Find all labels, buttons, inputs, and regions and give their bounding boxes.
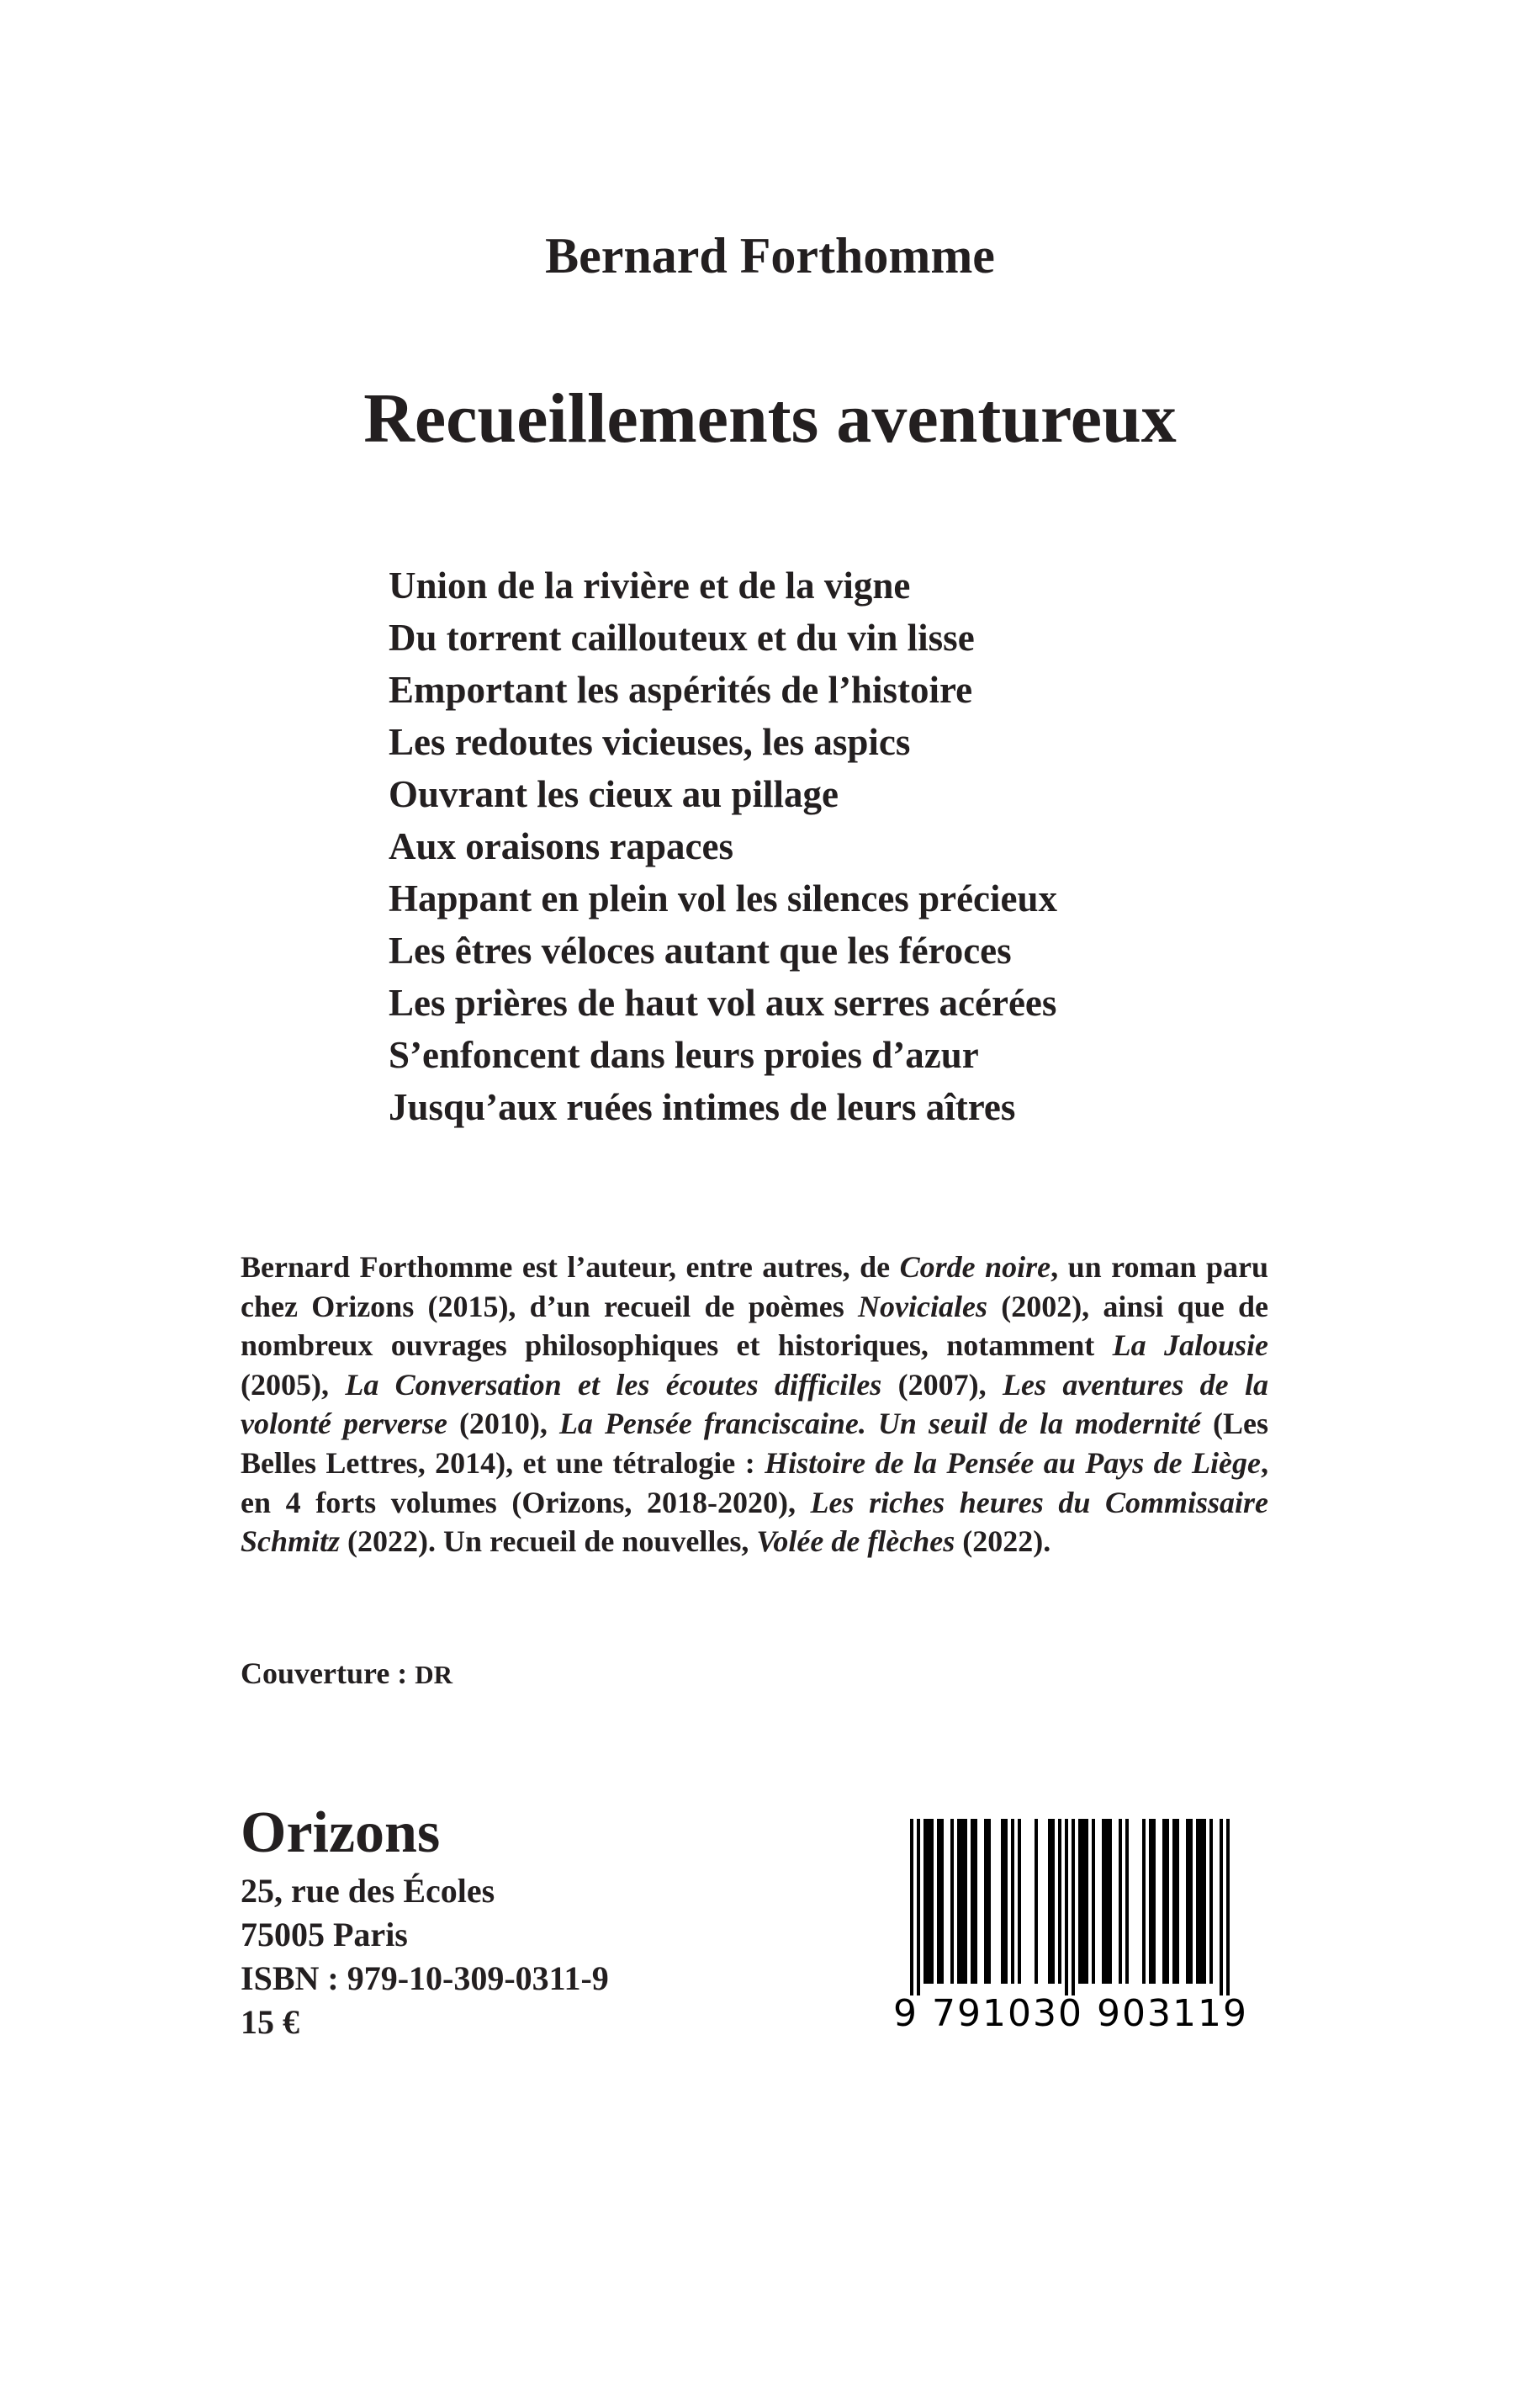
bio-segment: (2022). Un recueil de nouvelles,	[340, 1524, 757, 1559]
bio-book-title: Les aventures de la volonté perverse	[241, 1367, 1268, 1441]
barcode-bar	[1172, 1819, 1176, 1984]
publisher-details	[241, 1869, 609, 2044]
barcode-bar	[1162, 1819, 1166, 1984]
author-biography	[241, 1248, 1268, 1561]
barcode-bar	[937, 1819, 940, 1984]
barcode-bar	[971, 1819, 974, 1984]
barcode-bar	[1092, 1819, 1095, 1984]
author-name: Bernard Forthomme	[545, 228, 995, 284]
bio-book-title: Histoire de la Pensée au Pays de Liège	[765, 1445, 1261, 1480]
barcode-bar	[964, 1819, 967, 1984]
bio-book-title: La Conversation et les écoutes difficiles	[345, 1367, 882, 1402]
barcode-bar	[984, 1819, 987, 1984]
bio-book-title: Volée de flèches	[756, 1524, 955, 1559]
barcode-bar	[1085, 1819, 1088, 1984]
barcode-bar	[923, 1819, 927, 1984]
bio-segment: , en 4 forts volumes (Orizons, 2018-2020),	[241, 1445, 1268, 1519]
bio-segment: (2005),	[241, 1367, 346, 1402]
barcode-bar	[1058, 1819, 1061, 1984]
poem-line: Union de la rivière et de la vigne	[389, 564, 911, 607]
price: 15 €	[241, 2003, 299, 2041]
barcode-bar	[1189, 1819, 1193, 1984]
barcode-bar	[1226, 1819, 1230, 1995]
barcode-bar	[1011, 1819, 1014, 1984]
barcode-bar	[1004, 1819, 1008, 1984]
barcode-bar	[1196, 1819, 1199, 1984]
barcode-bar	[1109, 1819, 1112, 1984]
poem-line: S’enfoncent dans leurs proies d’azur	[389, 1034, 979, 1076]
barcode-bar	[1035, 1819, 1038, 1984]
barcode-bar	[1048, 1819, 1051, 1984]
barcode-bar	[940, 1819, 944, 1984]
bio-segment: (2022).	[955, 1524, 1051, 1559]
poem-line: Emportant les aspérités de l’histoire	[389, 669, 973, 711]
cover-credit-label: Couverture :	[241, 1656, 415, 1690]
bio-book-title: Noviciales	[858, 1289, 987, 1323]
poem-line: Les redoutes vicieuses, les aspics	[389, 721, 911, 763]
barcode-bar	[950, 1819, 954, 1984]
barcode-bar	[910, 1819, 913, 1995]
book-title: Recueillements aventureux	[363, 379, 1177, 458]
barcode-bar	[1001, 1819, 1004, 1984]
cover-credit	[241, 1656, 452, 1692]
barcode-bar	[1125, 1819, 1129, 1984]
barcode-bar	[1018, 1819, 1021, 1984]
bio-book-title: La Jalousie	[1112, 1328, 1268, 1363]
barcode-bar	[1119, 1819, 1122, 1984]
publisher-city: 75005 Paris	[241, 1916, 408, 1953]
poem-line: Les êtres véloces autant que les féroces	[389, 930, 1012, 972]
barcode-bar	[1199, 1819, 1203, 1984]
barcode-bar	[930, 1819, 934, 1984]
poem-line: Aux oraisons rapaces	[389, 825, 734, 867]
barcode-bar	[1166, 1819, 1169, 1984]
barcode-bar	[1051, 1819, 1055, 1984]
poem-excerpt	[389, 559, 1057, 1133]
poem-line: Du torrent caillouteux et du vin lisse	[389, 617, 975, 659]
barcode-bar	[1142, 1819, 1146, 1984]
barcode-bar	[927, 1819, 930, 1984]
barcode-bar	[1082, 1819, 1085, 1984]
barcode-bar	[1102, 1819, 1105, 1984]
publisher-name: Orizons	[241, 1800, 441, 1865]
barcode-bar	[961, 1819, 964, 1984]
barcode-bar	[1152, 1819, 1156, 1984]
barcode-bar	[974, 1819, 977, 1984]
barcode-bar	[1065, 1819, 1068, 1995]
bio-segment: (2007),	[881, 1367, 1003, 1402]
bio-book-title: La Pensée franciscaine. Un seuil de la modernité	[558, 1407, 1201, 1441]
bio-segment: (2002), ainsi que de nombreux ouvrages philosophiques et historiques, notamment	[241, 1289, 1268, 1363]
poem-line: Ouvrant les cieux au pillage	[389, 773, 839, 815]
barcode-bar	[1078, 1819, 1082, 1984]
poem-line: Les prières de haut vol aux serres acérées	[389, 982, 1057, 1024]
barcode-bar	[1176, 1819, 1179, 1984]
barcode-bar	[917, 1819, 920, 1995]
cover-credit-value: DR	[415, 1660, 453, 1689]
bio-book-title: Corde noire	[899, 1250, 1051, 1284]
poem-line: Happant en plein vol les silences précieux	[389, 877, 1058, 920]
barcode-bar	[1203, 1819, 1206, 1984]
bio-book-title: Les riches heures du Commissaire Schmitz	[241, 1485, 1269, 1559]
barcode-bar	[987, 1819, 991, 1984]
isbn: ISBN : 979-10-309-0311-9	[241, 1959, 609, 1997]
poem-line: Jusqu’aux ruées intimes de leurs aîtres	[389, 1086, 1016, 1128]
isbn-barcode	[890, 1819, 1252, 2038]
barcode-bar	[1220, 1819, 1223, 1995]
barcode-bar	[1209, 1819, 1213, 1984]
barcode-bars	[890, 1819, 1252, 1995]
barcode-bar	[1149, 1819, 1152, 1984]
barcode-digits: 9 791030 903119	[893, 1992, 1248, 2035]
bio-segment: (Les Belles Lettres, 2014), et une tétralogie :	[241, 1407, 1268, 1480]
bio-segment: , un roman paru chez Orizons (2015), d’un recueil de poèmes	[241, 1250, 1269, 1323]
barcode-bar	[1186, 1819, 1189, 1984]
barcode-bar	[957, 1819, 961, 1984]
barcode-bar	[1072, 1819, 1075, 1995]
bio-segment: Bernard Forthomme est l’auteur, entre autres, de	[241, 1250, 900, 1284]
bio-segment: (2010),	[447, 1407, 559, 1441]
publisher-street: 25, rue des Écoles	[241, 1872, 495, 1910]
barcode-bar	[1105, 1819, 1109, 1984]
